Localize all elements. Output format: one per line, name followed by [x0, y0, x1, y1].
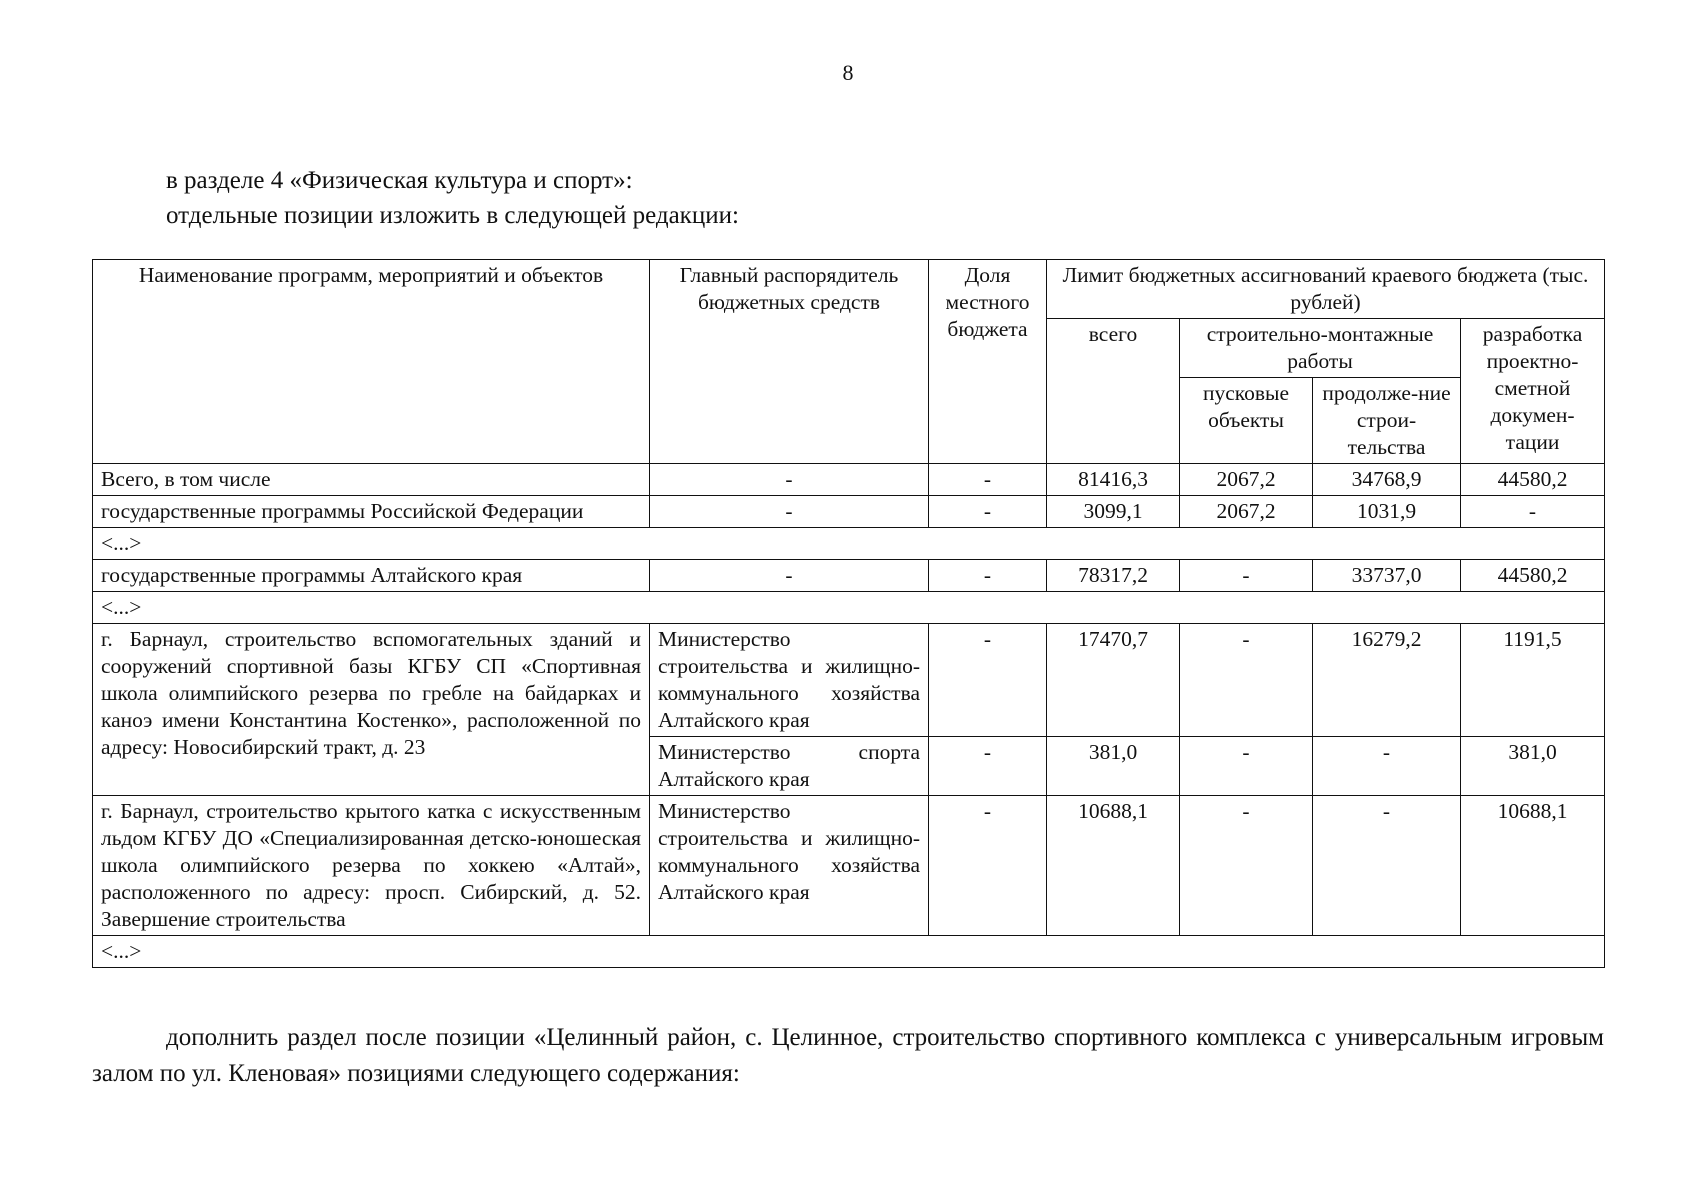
row-name: государственные программы Алтайского края — [93, 560, 650, 592]
header-limit: Лимит бюджетных ассигнований краевого бюджета (тыс. рублей) — [1047, 260, 1605, 319]
row-design: 10688,1 — [1461, 796, 1605, 936]
ellipsis-text: <...> — [93, 528, 1605, 560]
row-continuation: 16279,2 — [1313, 624, 1461, 737]
ellipsis-text: <...> — [93, 936, 1605, 968]
ellipsis-row — [93, 936, 1605, 968]
row-total: 10688,1 — [1047, 796, 1180, 936]
page-number: 8 — [842, 60, 854, 85]
table-row — [93, 464, 1605, 496]
row-startup: - — [1180, 624, 1313, 737]
table-row — [93, 624, 1605, 737]
ellipsis-text: <...> — [93, 592, 1605, 624]
header-total: всего — [1047, 319, 1180, 464]
outro-paragraph: дополнить раздел после позиции «Целинный район, с. Целинное, строительство спортивного комплекса с универсальным игровым залом по ул. Кленовая» позициями следующего содержания: — [92, 1024, 1604, 1087]
row-startup: 2067,2 — [1180, 464, 1313, 496]
header-manager: Главный распорядитель бюджетных средств — [650, 260, 929, 464]
row-manager: - — [650, 464, 929, 496]
header-name: Наименование программ, мероприятий и объектов — [93, 260, 650, 464]
row-total: 81416,3 — [1047, 464, 1180, 496]
row-manager: Министерство строительства и жилищно-коммунального хозяйства Алтайского края — [650, 624, 929, 737]
row-continuation: 1031,9 — [1313, 496, 1461, 528]
table-row — [93, 796, 1605, 936]
row-total: 3099,1 — [1047, 496, 1180, 528]
header-design: разработка проектно-сметной докумен-тации — [1461, 319, 1605, 464]
row-startup: - — [1180, 796, 1313, 936]
row-total: 78317,2 — [1047, 560, 1180, 592]
intro-text — [166, 163, 739, 233]
row-manager: Министерство спорта Алтайского края — [650, 737, 929, 796]
row-total: 381,0 — [1047, 737, 1180, 796]
table-row — [93, 496, 1605, 528]
row-design: - — [1461, 496, 1605, 528]
row-name: г. Барнаул, строительство вспомогательных зданий и сооружений спортивной базы КГБУ СП «Спортивная школа олимпийского резерва по гребле на байдарках и каноэ имени Константина Костенко», расположенной по адресу: Новосибирский тракт, д. 23 — [93, 624, 650, 796]
row-name: г. Барнаул, строительство крытого катка с искусственным льдом КГБУ ДО «Специализированная детско-юношеская школа олимпийского резерва по хоккею «Алтай», расположенного по адресу: просп. Сибирский, д. 52. Завершение строительства — [93, 796, 650, 936]
ellipsis-row — [93, 528, 1605, 560]
row-manager: - — [650, 496, 929, 528]
row-startup: - — [1180, 560, 1313, 592]
budget-table — [92, 259, 1605, 968]
intro-line-1: в разделе 4 «Физическая культура и спорт»: — [166, 167, 633, 194]
ellipsis-row — [93, 592, 1605, 624]
row-continuation: - — [1313, 796, 1461, 936]
row-manager: Министерство строительства и жилищно-коммунального хозяйства Алтайского края — [650, 796, 929, 936]
row-continuation: - — [1313, 737, 1461, 796]
row-design: 381,0 — [1461, 737, 1605, 796]
header-row-1 — [93, 260, 1605, 319]
row-share: - — [929, 737, 1047, 796]
row-total: 17470,7 — [1047, 624, 1180, 737]
row-manager: - — [650, 560, 929, 592]
header-local-share: Доля местного бюджета — [929, 260, 1047, 464]
row-name: государственные программы Российской Федерации — [93, 496, 650, 528]
row-share: - — [929, 464, 1047, 496]
header-construction: строительно-монтажные работы — [1180, 319, 1461, 378]
row-design: 44580,2 — [1461, 560, 1605, 592]
row-share: - — [929, 560, 1047, 592]
header-startup: пусковые объекты — [1180, 378, 1313, 464]
row-share: - — [929, 796, 1047, 936]
row-design: 1191,5 — [1461, 624, 1605, 737]
row-continuation: 34768,9 — [1313, 464, 1461, 496]
header-continuation: продолже-ние строи-тельства — [1313, 378, 1461, 464]
row-startup: - — [1180, 737, 1313, 796]
table-row — [93, 560, 1605, 592]
row-continuation: 33737,0 — [1313, 560, 1461, 592]
row-share: - — [929, 624, 1047, 737]
row-share: - — [929, 496, 1047, 528]
row-startup: 2067,2 — [1180, 496, 1313, 528]
row-name: Всего, в том числе — [93, 464, 650, 496]
intro-line-2: отдельные позиции изложить в следующей редакции: — [166, 202, 739, 229]
row-design: 44580,2 — [1461, 464, 1605, 496]
